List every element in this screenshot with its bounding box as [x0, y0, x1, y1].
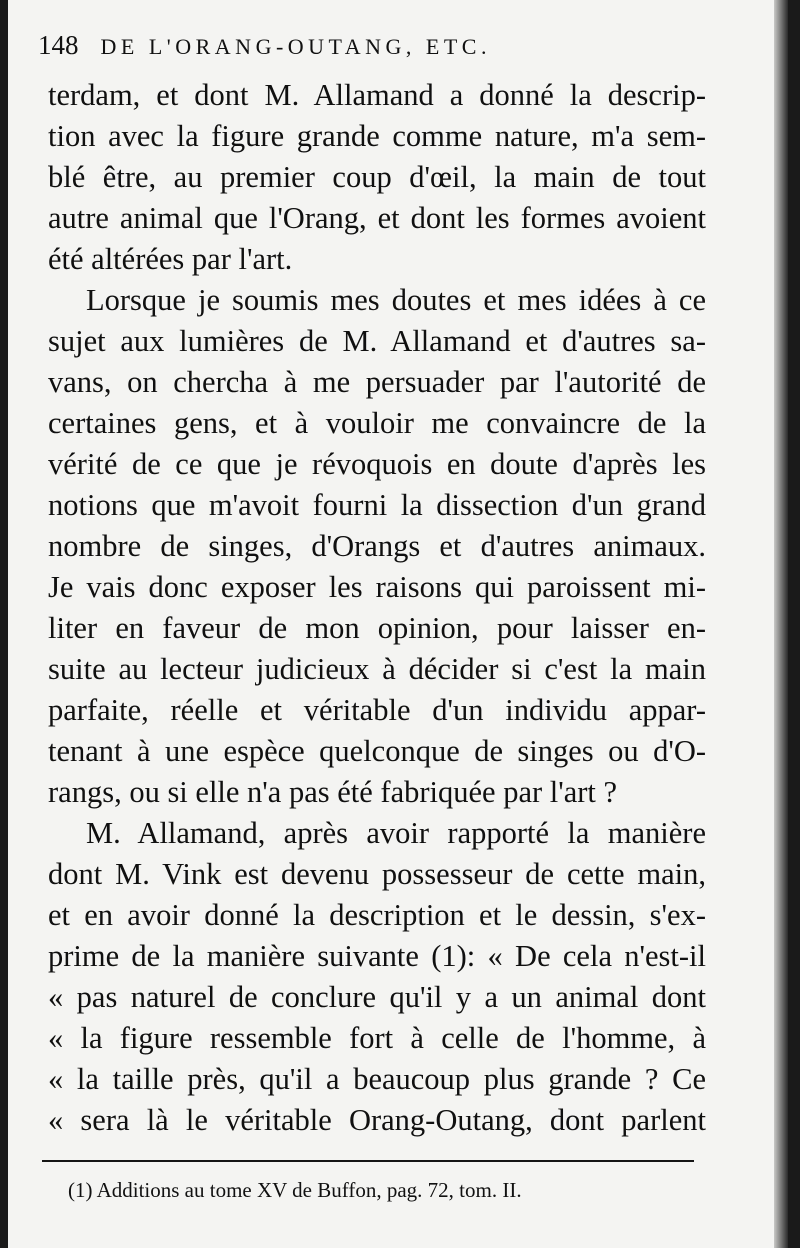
text-line: Je vais donc exposer les raisons qui paroissent mi-: [48, 570, 706, 604]
text-line: tion avec la figure grande comme nature, m'a sem-: [48, 119, 706, 153]
text-line: « la figure ressemble fort à celle de l'homme, à: [48, 1021, 706, 1055]
book-page: [8, 0, 788, 1248]
text-line: rangs, ou si elle n'a pas été fabriquée par l'art ?: [48, 775, 618, 809]
text-line: sujet aux lumières de M. Allamand et d'autres sa-: [48, 324, 706, 358]
text-line: liter en faveur de mon opinion, pour laisser en-: [48, 611, 706, 645]
text-line: Lorsque je soumis mes doutes et mes idées à ce: [86, 283, 706, 317]
text-line: « pas naturel de conclure qu'il y a un animal dont: [48, 980, 706, 1014]
text-line: « la taille près, qu'il a beaucoup plus grande ? Ce: [48, 1062, 706, 1096]
text-line: blé être, au premier coup d'œil, la main de tout: [48, 160, 706, 194]
text-line: nombre de singes, d'Orangs et d'autres animaux.: [48, 529, 706, 563]
footnote: (1) Additions au tome XV de Buffon, pag. 72, tom. II.: [68, 1178, 522, 1202]
body-text: [48, 75, 706, 1141]
page-edge-shadow: [774, 0, 788, 1248]
text-line: M. Allamand, après avoir rapporté la manière: [86, 816, 706, 850]
text-line: certaines gens, et à vouloir me convaincre de la: [48, 406, 706, 440]
text-line: notions que m'avoit fourni la dissection d'un grand: [48, 488, 706, 522]
running-header: [38, 30, 738, 70]
text-line: et en avoir donné la description et le dessin, s'ex-: [48, 898, 706, 932]
text-line: vans, on chercha à me persuader par l'autorité de: [48, 365, 706, 399]
text-line: autre animal que l'Orang, et dont les formes avoient: [48, 201, 706, 235]
text-line: terdam, et dont M. Allamand a donné la descrip-: [48, 78, 706, 112]
text-line: « sera là le véritable Orang-Outang, dont parlent: [48, 1103, 706, 1137]
footnote-rule: [42, 1160, 694, 1162]
text-line: dont M. Vink est devenu possesseur de cette main,: [48, 857, 706, 891]
text-line: prime de la manière suivante (1): « De cela n'est-il: [48, 939, 706, 973]
running-title: DE L'ORANG-OUTANG, ETC.: [100, 34, 491, 59]
text-line: suite au lecteur judicieux à décider si c'est la main: [48, 652, 706, 686]
text-line: vérité de ce que je révoquois en doute d'après les: [48, 447, 706, 481]
text-line: parfaite, réelle et véritable d'un individu appar-: [48, 693, 706, 727]
text-line: été altérées par l'art.: [48, 242, 293, 276]
text-line: tenant à une espèce quelconque de singes ou d'O-: [48, 734, 706, 768]
page-number: 148: [38, 30, 79, 60]
